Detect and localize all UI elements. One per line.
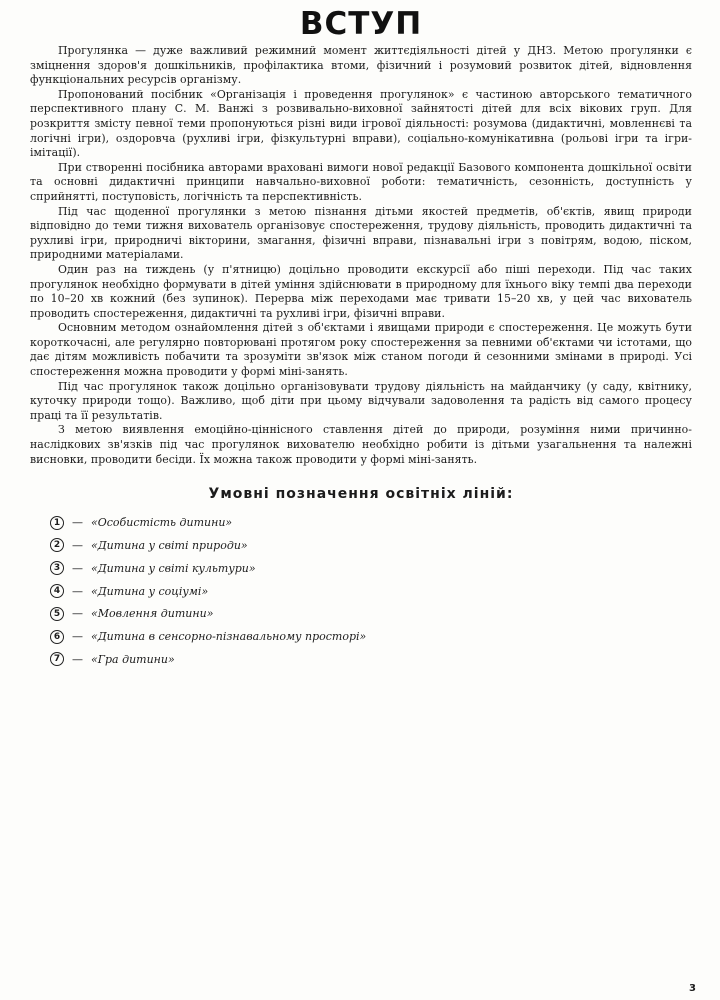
- legend-label: «Гра дитини»: [91, 652, 175, 666]
- legend-item: [50, 580, 692, 603]
- intro-text: [30, 44, 692, 467]
- page-number: 3: [689, 983, 696, 994]
- circled-number-icon: 5: [50, 607, 64, 621]
- paragraph-1: Прогулянка — дуже важливий режимний момент життєдіяльності дітей у ДНЗ. Метою прогулянки є зміцнення здоров'я дошкільників, профілактика втоми, фізичний і розумовий розвиток дітей, відновлення функціональних ресурсів організму.: [30, 44, 692, 87]
- paragraph-8: З метою виявлення емоційно-ціннісного ставлення дітей до природи, розуміння ними причинно-наслідкових зв'язків під час прогулянок вихователю необхідно робити із дітьми узагальнення та належні висновки, проводити бесіди. Їх можна також проводити у формі міні-занять.: [30, 423, 692, 466]
- paragraph-6: Основним методом ознайомлення дітей з об'єктами і явищами природи є спостереження. Це можуть бути короткочасні, але регулярно повторювані протягом року спостереження за певними об'єктами чи істотами, що дає дітям можливість побачити та зрозуміти зв'язок між станом погоди й сезонними змінами в природі. Усі спостереження можна проводити у формі міні-занять.: [30, 321, 692, 379]
- paragraph-4: Під час щоденної прогулянки з метою пізнання дітьми якостей предметів, об'єктів, явищ природи відповідно до теми тижня вихователь організовує спостереження, трудову діяльність, проводить дидактичні та рухливі ігри, природничі вікторини, змагання, фізичні вправи, пізнавальні ігри з повітрям, водою, піском, природними матеріалами.: [30, 204, 692, 262]
- legend-item: [50, 511, 692, 534]
- legend-label: «Дитина у соціумі»: [91, 584, 209, 598]
- legend-label: «Дитина у світі природи»: [91, 538, 248, 552]
- circled-number-icon: 3: [50, 561, 64, 575]
- legend-dash: —: [72, 584, 83, 598]
- paragraph-2: Пропонований посібник «Організація і проведення прогулянок» є частиною авторського тематичного перспективного плану С. М. Ванжі з розвивально-виховної зайнятості дітей для всіх вікових груп. Для розкриття змісту певної теми пропонуються різні види ігрової діяльності: розумова (дидактичні, мовленнєві та логічні ігри), оздоровча (рухливі ігри, фізкультурні вправи), соціально-комунікативна (рольові ігри та ігри-імітації).: [30, 87, 692, 160]
- circled-number-icon: 7: [50, 652, 64, 666]
- paragraph-7: Під час прогулянок також доцільно організовувати трудову діяльність на майданчику (у саду, квітнику, куточку природи тощо). Важливо, щоб діти при цьому відчували задоволення та радість від самого процесу праці та її результатів.: [30, 379, 692, 422]
- legend-dash: —: [72, 607, 83, 621]
- legend-label: «Мовлення дитини»: [91, 607, 214, 621]
- legend-dash: —: [72, 516, 83, 530]
- legend-dash: —: [72, 652, 83, 666]
- legend-dash: —: [72, 561, 83, 575]
- circled-number-icon: 1: [50, 516, 64, 530]
- legend-item: [50, 557, 692, 580]
- legend-dash: —: [72, 538, 83, 552]
- page-title: ВСТУП: [299, 6, 423, 42]
- legend-label: «Дитина в сенсорно-пізнавальному просторі»: [91, 630, 367, 644]
- legend-label: «Особистість дитини»: [91, 516, 233, 530]
- legend-label: «Дитина у світі культури»: [91, 561, 256, 575]
- legend-item: [50, 625, 692, 648]
- document-page: [30, 0, 692, 1000]
- legend-item: [50, 602, 692, 625]
- legend-item: [50, 648, 692, 671]
- legend-item: [50, 534, 692, 557]
- legend-title: Умовні позначення освітніх ліній:: [208, 486, 514, 503]
- circled-number-icon: 6: [50, 630, 64, 644]
- legend-list: [30, 511, 692, 671]
- circled-number-icon: 2: [50, 538, 64, 552]
- paragraph-5: Один раз на тиждень (у п'ятницю) доцільно проводити екскурсії або пішi переходи. Під час таких прогулянок необхідно формувати в дітей уміння здійснювати в природному для їхнього віку темпі два переходи по 10–20 хв кожний (без зупинок). Перерва між переходами має тривати 15–20 хв, у цей час вихователь проводить спостереження, дидактичні та рухливі ігри, фізичні вправи.: [30, 262, 692, 320]
- circled-number-icon: 4: [50, 584, 64, 598]
- legend-dash: —: [72, 630, 83, 644]
- paragraph-3: При створенні посібника авторами враховані вимоги нової редакції Базового компонента дошкільної освіти та основні дидактичні принципи навчально-виховної роботи: тематичність, сезонність, доступність у сприйнятті, поступовість, логічність та перспективність.: [30, 160, 692, 203]
